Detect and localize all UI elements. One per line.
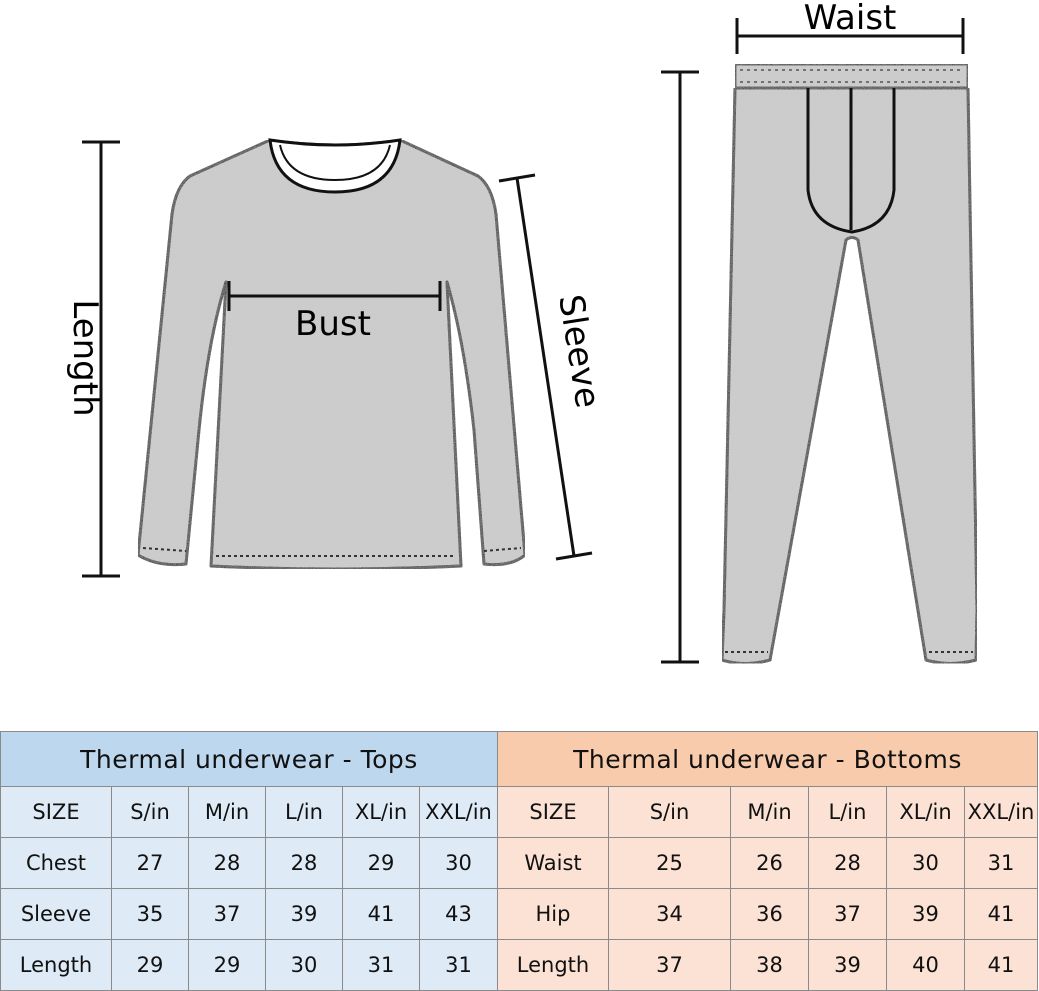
bottoms-header-cell: S/in: [609, 787, 731, 838]
bottoms-cell: 39: [809, 940, 887, 991]
tops-row-chest: [1, 838, 498, 889]
tops-cell: 29: [343, 838, 420, 889]
tops-header-cell: M/in: [189, 787, 266, 838]
shirt-body: [138, 140, 525, 569]
bottoms-row-label: Waist: [498, 838, 609, 889]
tops-table-title: Thermal underwear - Tops: [1, 732, 498, 787]
tops-header-cell: S/in: [112, 787, 189, 838]
tops-row-label: Chest: [1, 838, 112, 889]
tops-cell: 43: [420, 889, 498, 940]
bottoms-cell: 28: [809, 838, 887, 889]
thermal-top-shirt-illustration: [138, 140, 525, 569]
bottoms-cell: 38: [731, 940, 809, 991]
tops-cell: 37: [189, 889, 266, 940]
tops-header-cell: XXL/in: [420, 787, 498, 838]
bottoms-cell: 40: [887, 940, 965, 991]
tops-cell: 35: [112, 889, 189, 940]
bottoms-table-title: Thermal underwear - Bottoms: [498, 732, 1038, 787]
pants-length-dimension-line: [661, 72, 699, 662]
bottoms-cell: 37: [809, 889, 887, 940]
bottoms-cell: 30: [887, 838, 965, 889]
bust-label: Bust: [295, 304, 371, 344]
tops-cell: 39: [266, 889, 343, 940]
sleeve-label: Sleeve: [550, 291, 608, 411]
tops-cell: 30: [420, 838, 498, 889]
tops-row-label: Sleeve: [1, 889, 112, 940]
tops-row-sleeve: [1, 889, 498, 940]
tops-cell: 28: [266, 838, 343, 889]
bottoms-cell: 34: [609, 889, 731, 940]
tops-cell: 31: [420, 940, 498, 991]
bottoms-row-hip: [498, 889, 1038, 940]
bottoms-row-label: Length: [498, 940, 609, 991]
bottoms-header-cell: XL/in: [887, 787, 965, 838]
tops-header-cell: L/in: [266, 787, 343, 838]
waist-label: Waist: [803, 0, 897, 38]
bottoms-cell: 25: [609, 838, 731, 889]
bottoms-row-length: [498, 940, 1038, 991]
tops-header-row: [1, 787, 498, 838]
bottoms-header-row: [498, 787, 1038, 838]
bottoms-row-waist: [498, 838, 1038, 889]
tops-cell: 29: [112, 940, 189, 991]
bottoms-header-cell: SIZE: [498, 787, 609, 838]
bottoms-cell: 36: [731, 889, 809, 940]
length-label: Length: [65, 299, 105, 417]
tops-header-cell: SIZE: [1, 787, 112, 838]
tops-cell: 27: [112, 838, 189, 889]
bottoms-cell: 39: [887, 889, 965, 940]
bottoms-cell: 26: [731, 838, 809, 889]
thermal-bottoms-illustration: [722, 64, 977, 664]
tops-cell: 28: [189, 838, 266, 889]
tops-row-length: [1, 940, 498, 991]
tops-cell: 41: [343, 889, 420, 940]
bottoms-header-cell: XXL/in: [965, 787, 1038, 838]
tops-cell: 29: [189, 940, 266, 991]
tops-header-cell: XL/in: [343, 787, 420, 838]
bottoms-size-table: [497, 731, 1038, 991]
bottoms-cell: 31: [965, 838, 1038, 889]
bottoms-header-cell: L/in: [809, 787, 887, 838]
pants-waistband: [735, 64, 968, 88]
bottoms-cell: 41: [965, 940, 1038, 991]
tops-cell: 31: [343, 940, 420, 991]
tops-row-label: Length: [1, 940, 112, 991]
tops-size-table: [0, 731, 498, 991]
bottoms-row-label: Hip: [498, 889, 609, 940]
bottoms-cell: 37: [609, 940, 731, 991]
tops-cell: 30: [266, 940, 343, 991]
bottoms-header-cell: M/in: [731, 787, 809, 838]
bottoms-cell: 41: [965, 889, 1038, 940]
